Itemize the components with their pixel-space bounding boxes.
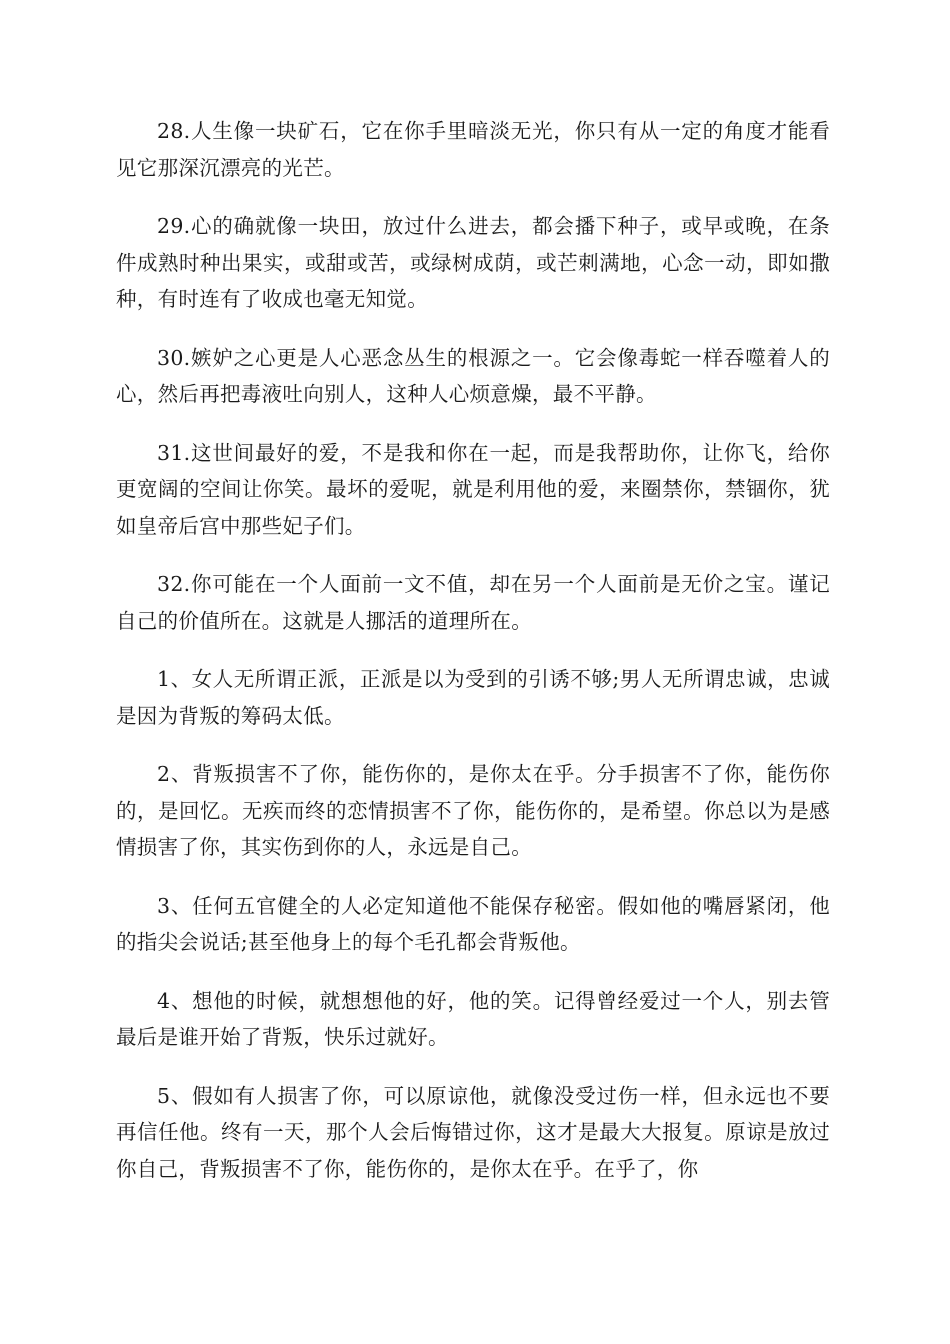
- paragraph-31: 31.这世间最好的爱，不是我和你在一起，而是我帮助你，让你飞，给你更宽阔的空间让你笑。最坏的爱呢，就是利用他的爱，来圈禁你，禁锢你，犹如皇帝后宫中那些妃子们。: [116, 440, 830, 538]
- paragraph-32: 32.你可能在一个人面前一文不值，却在另一个人面前是无价之宝。谨记自己的价值所在。这就是人挪活的道理所在。: [116, 572, 830, 633]
- paragraph-2: 2、背叛损害不了你，能伤你的，是你太在乎。分手损害不了你，能伤你的，是回忆。无疾而终的恋情损害不了你，能伤你的，是希望。你总以为是感情损害了你，其实伤到你的人，永远是自己。: [116, 762, 830, 859]
- paragraph-1: 1、女人无所谓正派，正派是以为受到的引诱不够;男人无所谓忠诚，忠诚是因为背叛的筹码太低。: [116, 667, 830, 728]
- paragraph-30: 30.嫉妒之心更是人心恶念丛生的根源之一。它会像毒蛇一样吞噬着人的心，然后再把毒液吐向别人，这种人心烦意燥，最不平静。: [116, 345, 830, 406]
- document-body: [116, 113, 830, 1209]
- paragraph-29: 29.心的确就像一块田，放过什么进去，都会播下种子，或早或晚，在条件成熟时种出果实，或甜或苦，或绿树成荫，或芒刺满地，心念一动，即如撒种，有时连有了收成也毫无知觉。: [116, 214, 830, 311]
- paragraph-5: 5、假如有人损害了你，可以原谅他，就像没受过伤一样，但永远也不要再信任他。终有一天，那个人会后悔错过你，这才是最大大报复。原谅是放过你自己，背叛损害不了你，能伤你的，是你太在乎。在乎了，你: [116, 1083, 830, 1181]
- paragraph-3: 3、任何五官健全的人必定知道他不能保存秘密。假如他的嘴唇紧闭，他的指尖会说话;甚至他身上的每个毛孔都会背叛他。: [116, 893, 830, 954]
- paragraph-4: 4、想他的时候，就想想他的好，他的笑。记得曾经爱过一个人，别去管最后是谁开始了背叛，快乐过就好。: [116, 988, 830, 1049]
- paragraph-28: 28.人生像一块矿石，它在你手里暗淡无光，你只有从一定的角度才能看见它那深沉漂亮的光芒。: [116, 119, 830, 180]
